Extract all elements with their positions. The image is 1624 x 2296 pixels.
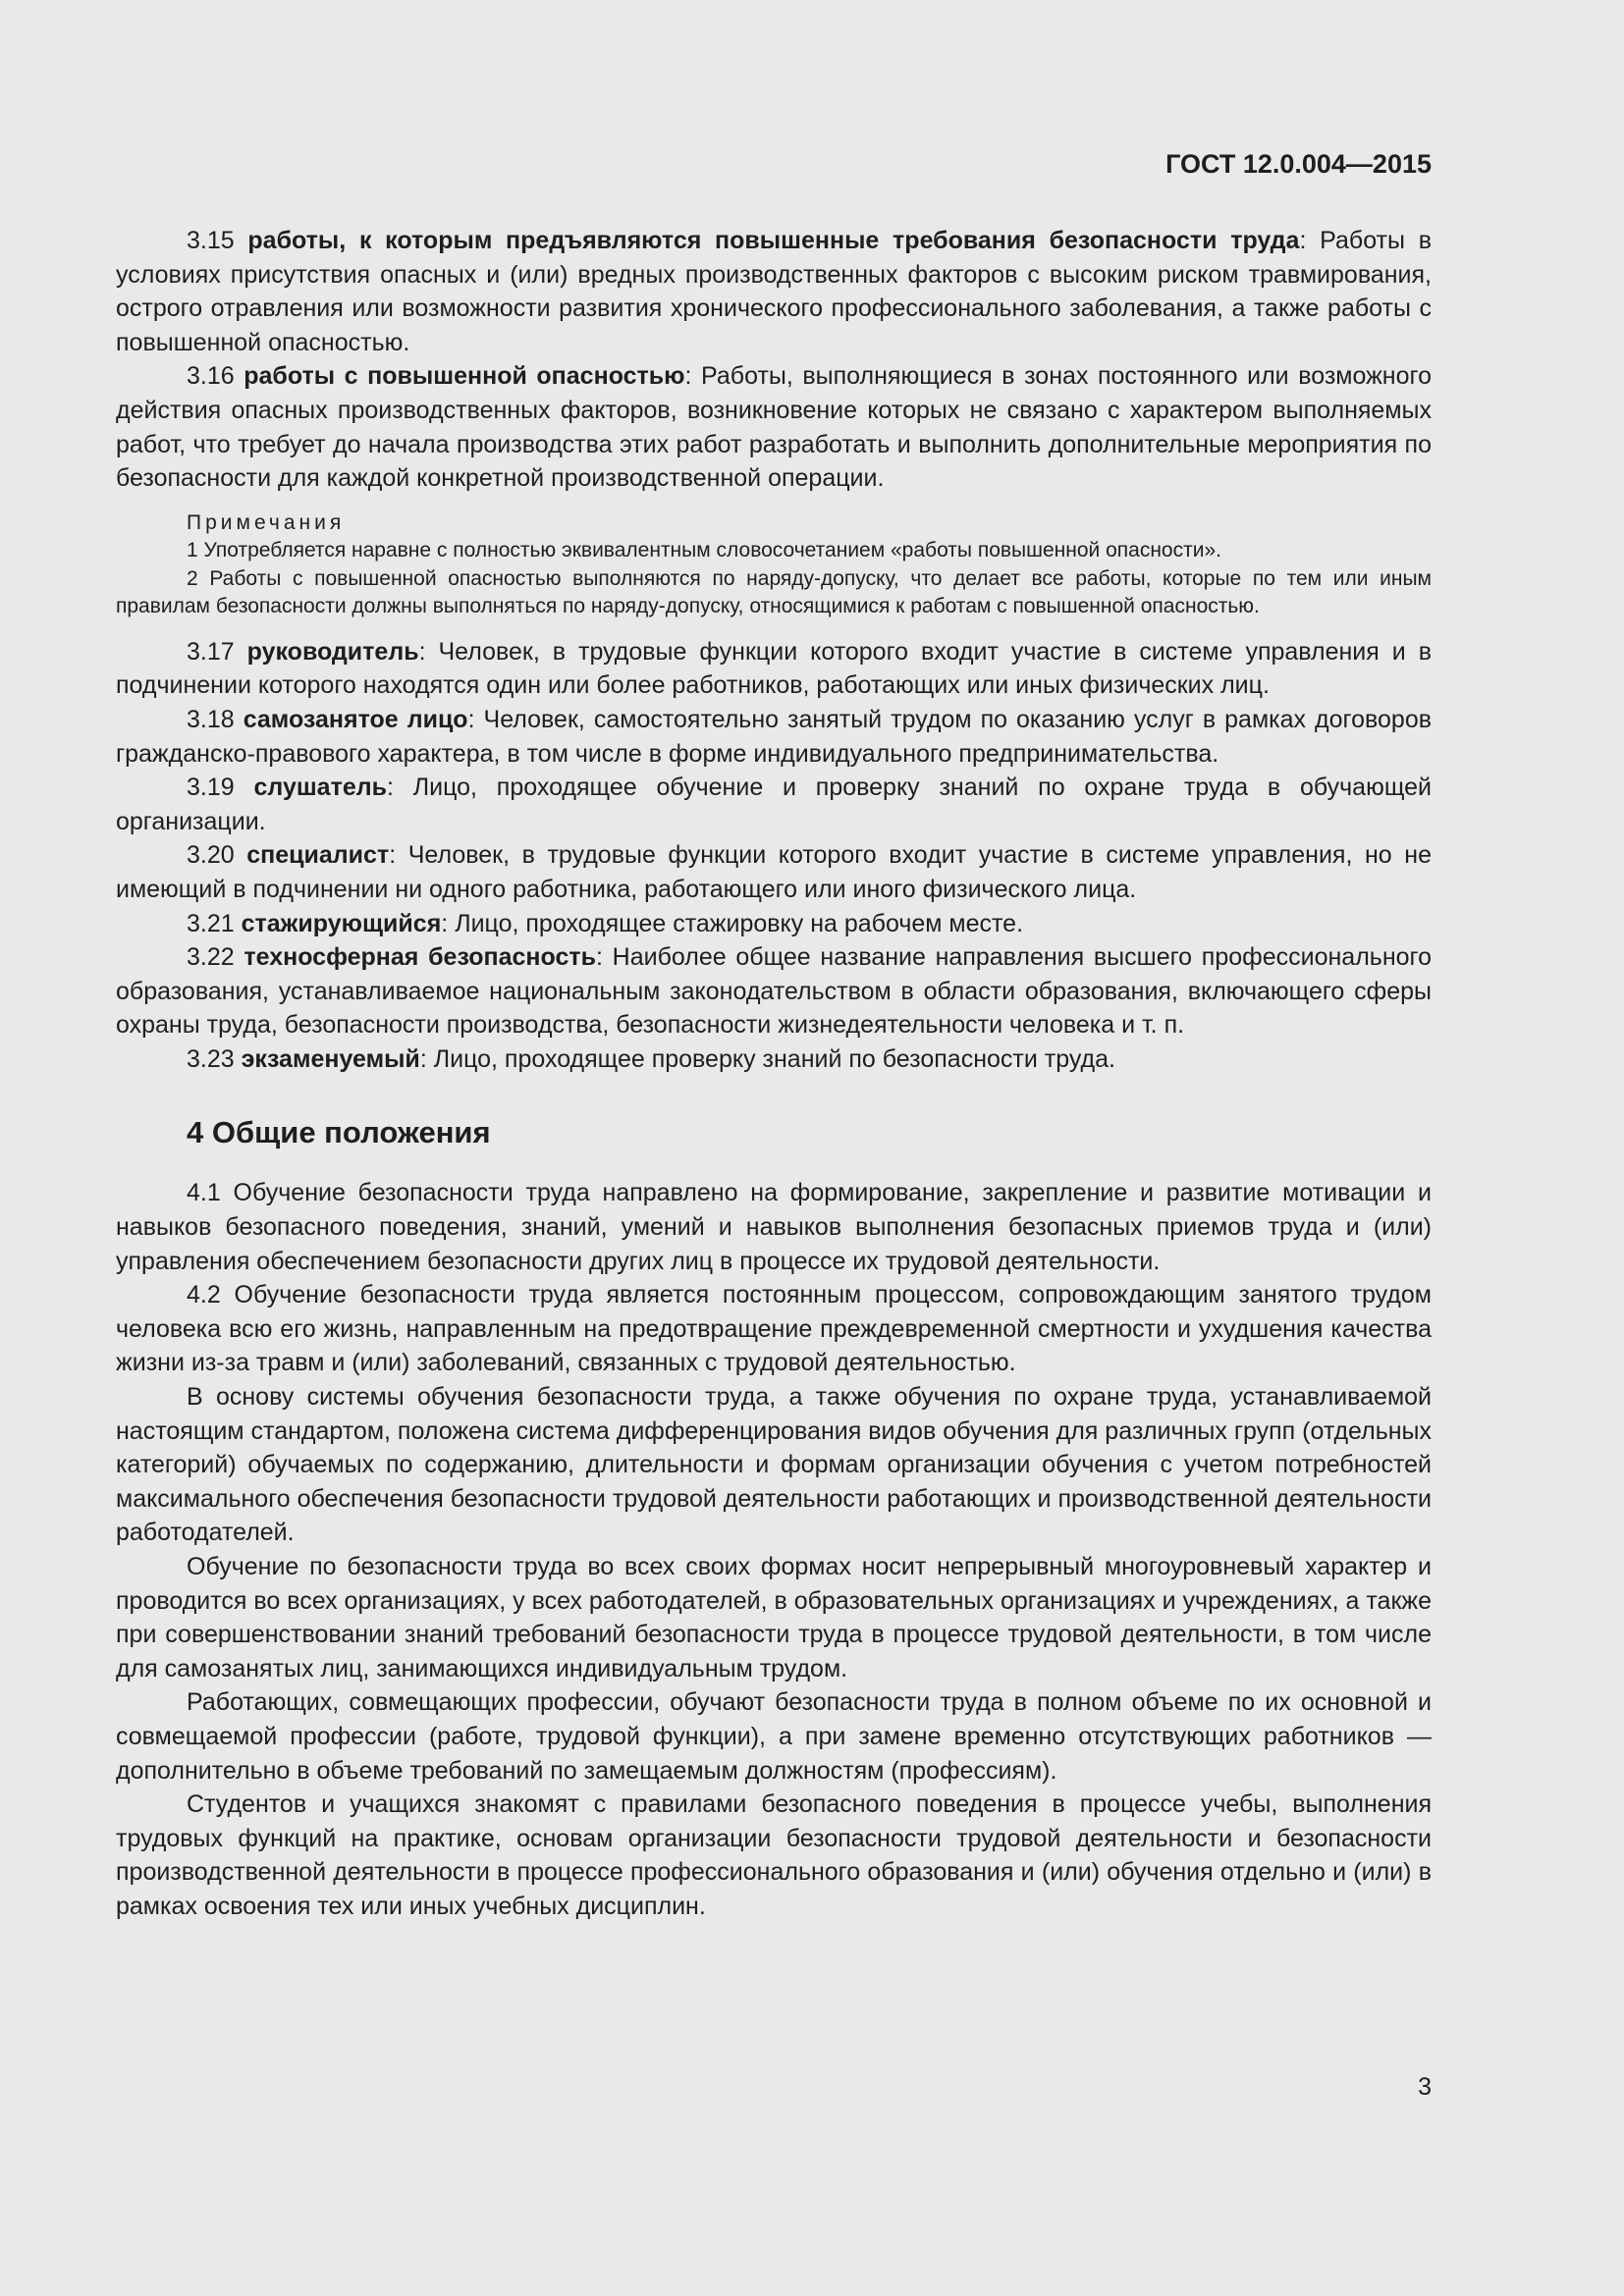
notes-title: Примечания bbox=[187, 510, 346, 534]
term-definition: : Человек, в трудовые функции которого входит участие в системе управления, но не имеющий в подчинении ни одного работника, работающего или иного физического лица. bbox=[116, 841, 1432, 903]
term-number: 3.15 bbox=[187, 227, 235, 254]
term-definition: : Лицо, проходящее стажировку на рабочем месте. bbox=[441, 909, 1024, 937]
section-heading: 4 Общие положения bbox=[187, 1115, 491, 1150]
term-name: самозанятое лицо bbox=[243, 705, 468, 733]
term-3-20 bbox=[116, 838, 1432, 906]
term-definition: : Человек, самостоятельно занятый трудом по оказанию услуг в рамках договоров гражданско-правового характера, в том числе в форме индивидуального предпринимательства. bbox=[116, 705, 1432, 768]
term-name: стажирующийся bbox=[241, 909, 442, 937]
term-definition: : Человек, в трудовые функции которого входит участие в системе управления и в подчинении которого находятся один или более работников, работающих или иных физических лиц. bbox=[116, 637, 1432, 700]
term-number: 3.16 bbox=[187, 362, 235, 391]
term-3-23 bbox=[116, 1042, 1432, 1077]
term-definition: : Наиболее общее название направления высшего профессионального образования, устанавливаемое национальным законодательством в области образования, включающего сферы охраны труда, безопасности производства, безопасности жизнедеятельности человека и т. п. bbox=[116, 943, 1433, 1040]
term-definition: : Лицо, проходящее обучение и проверку знаний по охране труда в обучающей организации. bbox=[116, 774, 1432, 835]
term-name: руководитель bbox=[246, 637, 419, 666]
term-number: 3.21 bbox=[187, 909, 235, 937]
section-paragraph: Работающих, совмещающих профессии, обучают безопасности труда в полном объеме по их основной и совмещаемой профессии (работе, трудовой функции), а при замене временно отсутствующих работников — дополнительно в объеме требований по замещаемым должностям (профессиям). bbox=[116, 1688, 1432, 1785]
document-page bbox=[116, 0, 1432, 2296]
term-name: работы, к которым предъявляются повышенные требования безопасности труда bbox=[247, 227, 1300, 254]
term-3-15 bbox=[116, 224, 1432, 359]
term-number: 3.17 bbox=[187, 637, 235, 666]
term-number: 3.22 bbox=[187, 943, 235, 972]
standard-designation: ГОСТ 12.0.004—2015 bbox=[1165, 149, 1432, 179]
term-name: экзаменуемый bbox=[241, 1044, 420, 1073]
section-paragraph: 4.1 Обучение безопасности труда направлено на формирование, закрепление и развитие мотивации и навыков безопасного поведения, знаний, умений и навыков выполнения безопасных приемов труда и (или) управления обеспечением безопасности других лиц в процессе их трудовой деятельности. bbox=[116, 1179, 1432, 1275]
term-name: специалист bbox=[246, 841, 390, 870]
term-number: 3.19 bbox=[187, 774, 235, 802]
term-3-17 bbox=[116, 635, 1432, 703]
term-definition: : Работы в условиях присутствия опасных и (или) вредных производственных факторов с высоким риском травмирования, острого отравления или возможности развития хронического профессионального заболевания, а также работы с повышенной опасностью. bbox=[116, 227, 1432, 356]
term-3-18 bbox=[116, 703, 1432, 771]
term-definition: : Лицо, проходящее проверку знаний по безопасности труда. bbox=[419, 1044, 1115, 1073]
note-item: 1 Употребляется наравне с полностью эквивалентным словосочетанием «работы повышенной опасности». bbox=[187, 539, 1221, 562]
section-paragraph: Обучение по безопасности труда во всех своих формах носит непрерывный многоуровневый характер и проводится во всех организациях, у всех работодателей, в образовательных организациях и учреждениях, а также при совершенствовании знаний требований безопасности труда в процессе трудовой деятельности, в том числе для самозанятых лиц, занимающихся индивидуальным трудом. bbox=[116, 1553, 1433, 1682]
term-number: 3.20 bbox=[187, 841, 235, 870]
section-paragraph: 4.2 Обучение безопасности труда является постоянным процессом, сопровождающим занятого трудом человека всю его жизнь, направленным на предотвращение преждевременной смертности и ухудшения качества жизни из-за травм и (или) заболеваний, связанных с трудовой деятельностью. bbox=[116, 1281, 1432, 1377]
term-number: 3.23 bbox=[187, 1044, 235, 1073]
term-number: 3.18 bbox=[187, 705, 235, 733]
term-3-16 bbox=[116, 359, 1432, 495]
term-3-21 bbox=[116, 907, 1432, 941]
term-name: техносферная безопасность bbox=[244, 943, 596, 972]
page-content bbox=[116, 224, 1432, 1924]
page-number: 3 bbox=[1418, 2073, 1432, 2101]
section-paragraph: Студентов и учащихся знакомят с правилами безопасного поведения в процессе учебы, выполнения трудовых функций на практике, основам организации безопасности трудовой деятельности и безопасности производственной деятельности в процессе профессионального образования и (или) обучения отдельно и (или) в рамках освоения тех или иных учебных дисциплин. bbox=[116, 1790, 1432, 1920]
section-paragraph: В основу системы обучения безопасности труда, а также обучения по охране труда, устанавливаемой настоящим стандартом, положена система дифференцирования видов обучения для различных групп (отдельных категорий) обучаемых по содержанию, длительности и формам организации обучения с учетом потребностей максимального обеспечения безопасности трудовой деятельности работающих и производственной деятельности работодателей. bbox=[116, 1383, 1432, 1547]
notes-block bbox=[116, 509, 1432, 621]
term-definition: : Работы, выполняющиеся в зонах постоянного или возможного действия опасных производственных факторов, возникновение которых не связано с характером выполняемых работ, что требует до начала производства этих работ разработать и выполнить дополнительные мероприятия по безопасности для каждой конкретной производственной операции. bbox=[116, 362, 1432, 493]
term-name: слушатель bbox=[253, 774, 387, 802]
term-3-19 bbox=[116, 771, 1432, 838]
term-3-22 bbox=[116, 940, 1432, 1042]
term-name: работы с повышенной опасностью bbox=[244, 362, 685, 391]
note-item: 2 Работы с повышенной опасностью выполняются по наряду-допуску, что делает все работы, которые по тем или иным правилам безопасности должны выполняться по наряду-допуску, относящимися к работам с повышенной опасностью. bbox=[116, 566, 1432, 618]
